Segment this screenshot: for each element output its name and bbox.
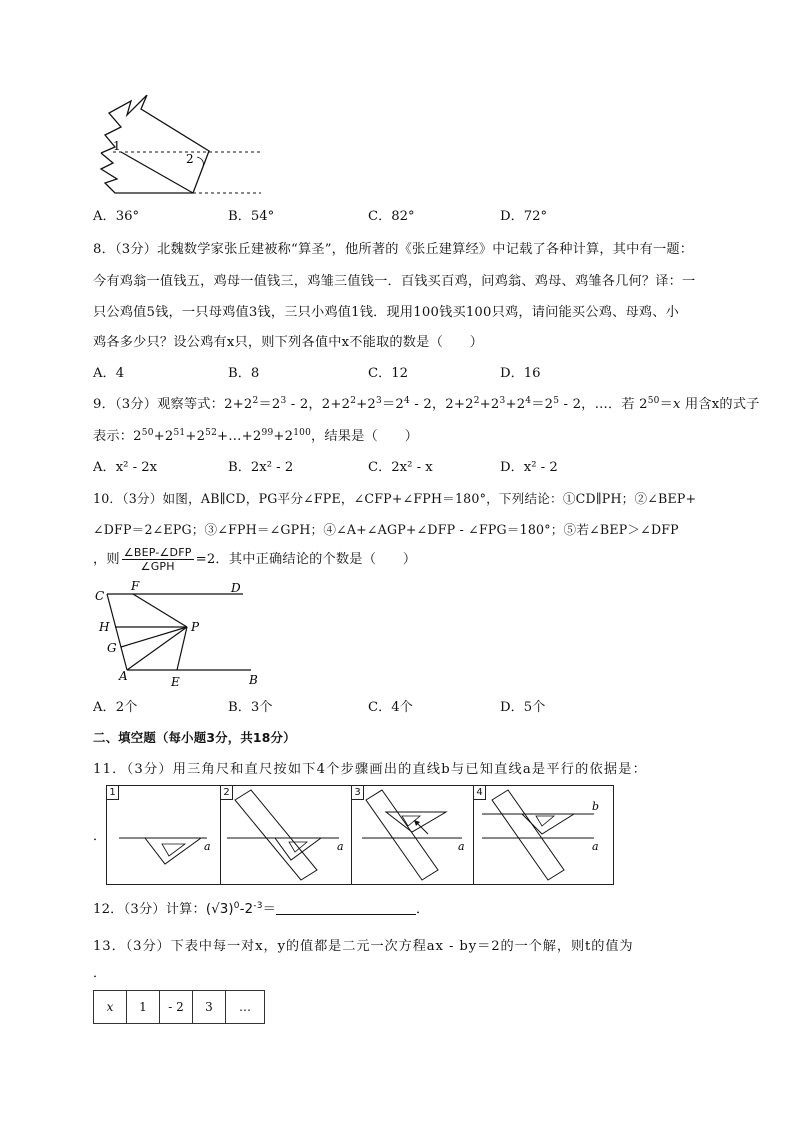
q10-line-2: ∠DFP＝2∠EPG；③∠FPH＝∠GPH；④∠A+∠AGP+∠DFP - ∠FPG＝180°；⑤若∠BEP＞∠DFP: [93, 522, 679, 537]
q11-p4-label-b: b: [592, 800, 600, 813]
q9-option-b[interactable]: B．2x² - 2: [228, 460, 294, 475]
q8-option-b[interactable]: B．8: [228, 366, 260, 381]
q10-line-1: 10．（3分）如图，AB∥CD，PG平分∠FPE，∠CFP+∠FPH＝180°，下列结论：①CD∥PH；②∠BEP+: [93, 491, 697, 506]
q11-panel-4-number: 4: [474, 786, 486, 800]
q9-line2-suffix: ，结果是（ ）: [311, 429, 419, 444]
q10-line-3: [93, 546, 416, 573]
q12-expression: $(√3)^0-2^{-3}$: [205, 901, 263, 917]
q8-line-1: 8．（3分）北魏数学家张丘建被称“算圣”，他所著的《张丘建算经》中记载了各种计算，其中有一题：: [93, 242, 694, 257]
q10-label-h: H: [99, 620, 110, 634]
q8-line-2: 今有鸡翁一值钱五，鸡母一值钱三，鸡雏三值钱一．百钱买百鸡，问鸡翁、鸡母、鸡雏各几何？译：一: [93, 274, 696, 289]
q9-option-c[interactable]: C．2x² - x: [368, 460, 433, 475]
q8-option-c[interactable]: C．12: [368, 366, 409, 381]
q11-p2-label-a: a: [337, 840, 344, 853]
q10-label-f: F: [131, 580, 140, 593]
q11-line-1: 11．（3分）用三角尺和直尺按如下4个步骤画出的直线b与已知直线a是平行的依据是：: [93, 762, 648, 777]
q13-cell-3: 3: [193, 991, 226, 1024]
q11-panel-1: [107, 786, 221, 884]
q13-cell-4: …: [226, 991, 265, 1024]
q11-p1-label-a: a: [204, 840, 211, 853]
q9-option-d[interactable]: D．x² - 2: [500, 460, 558, 475]
q11-panel-4: [474, 786, 613, 884]
q10-label-a: A: [119, 669, 128, 683]
q9-line2-prefix: 表示：: [93, 429, 134, 444]
q12-line: [93, 898, 429, 917]
q8-option-d[interactable]: D．16: [500, 366, 541, 381]
q13-table: [93, 990, 265, 1024]
q7-option-b[interactable]: B．54°: [228, 209, 275, 224]
q10-line3-prefix: ，则: [93, 552, 120, 567]
q7-option-d[interactable]: D．72°: [500, 209, 548, 224]
q10-label-e: E: [171, 675, 180, 689]
q10-option-b[interactable]: B．3个: [228, 700, 273, 715]
q11-panel-3: [352, 786, 474, 884]
q9-suffix: 用含x的式子: [685, 397, 760, 412]
q7-option-c[interactable]: C．82°: [368, 209, 415, 224]
q10-option-d[interactable]: D．5个: [500, 700, 546, 715]
q13-line-1: 13．（3分）下表中每一对x，y的值都是二元一次方程ax - by＝2的一个解，则t的值为: [93, 939, 634, 954]
q13-line-2: ．: [93, 966, 107, 981]
q9-equations: $2+2^2=2^3 - 2$，$2+2^2+2^3=2^4 - 2$，$2+2^2+2^3+2^4=2^5 - 2$，…．若 $2^{50}=x$: [224, 396, 681, 412]
q10-option-c[interactable]: C．4个: [368, 700, 413, 715]
q11-p3-label-a: a: [458, 840, 465, 853]
q12-end: ．: [416, 902, 430, 917]
q9-prefix: 9．（3分）观察等式：: [93, 397, 225, 412]
q8-line-3: 只公鸡值5钱，一只母鸡值3钱，三只小鸡值1钱．现用100钱买100只鸡，请问能买公鸡、母鸡、小: [93, 305, 680, 320]
q9-option-a[interactable]: A．x² - 2x: [93, 460, 158, 475]
q7-angle-arc-2: [197, 157, 203, 167]
q11-p4-label-a: a: [592, 840, 599, 853]
q11-p1-triangle: [145, 838, 201, 864]
q11-p2-ruler: [235, 790, 317, 880]
q12-suffix: ＝: [262, 902, 277, 917]
q10-line-fp: [133, 594, 187, 627]
q12-answer-blank[interactable]: [276, 902, 416, 915]
q10-label-c: C: [95, 589, 105, 603]
q13-cell-2: - 2: [160, 991, 193, 1024]
q8-line-4: 鸡各多少只？设公鸡有x只，则下列各值中x不能取的数是（ ）: [93, 335, 484, 350]
q13-cell-1: 1: [127, 991, 160, 1024]
q7-label-1: 1: [113, 139, 121, 153]
q11-panel-1-number: 1: [107, 786, 119, 800]
q7-label-2: 2: [186, 152, 194, 166]
q11-p4-triangle: [522, 814, 574, 834]
q10-option-a[interactable]: A．2个: [93, 700, 138, 715]
q11-steps-figure: [106, 785, 614, 885]
q11-panel-2-number: 2: [221, 786, 233, 800]
q11-p4-ruler: [492, 790, 564, 880]
table-row: [94, 991, 265, 1024]
section-2-title: 二、填空题（每小题3分，共18分）: [93, 730, 296, 745]
q11-p3-ruler: [366, 790, 438, 880]
q10-label-b: B: [249, 673, 258, 687]
q13-cell-x: x: [94, 991, 127, 1024]
q10-fraction: [122, 546, 194, 573]
q11-panel-3-number: 3: [352, 786, 364, 800]
q10-frac-numerator: ∠BEP-∠DFP: [123, 546, 192, 559]
q7-figure: [93, 95, 263, 197]
q11-p4-triangle-inner: [536, 816, 554, 826]
q10-label-d: D: [231, 581, 241, 595]
q8-option-a[interactable]: A．4: [93, 366, 125, 381]
q10-figure: [93, 580, 268, 692]
q9-line-1: [93, 393, 760, 412]
q7-strip-edge: [121, 152, 193, 193]
q12-prefix: 12．（3分）计算：: [93, 902, 206, 917]
q7-option-a[interactable]: A．36°: [93, 209, 140, 224]
q10-frac-denominator: ∠GPH: [140, 560, 175, 573]
q11-trailing-dot: ．: [93, 829, 107, 844]
q11-p1-triangle-inner: [162, 844, 185, 856]
q10-line-gp: [121, 627, 187, 647]
q10-label-g: G: [107, 641, 117, 655]
q10-line3-suffix: =2．其中正确结论的个数是（ ）: [195, 552, 417, 567]
q9-line-2: [93, 425, 418, 444]
q10-label-p: P: [191, 620, 200, 634]
q9-sum-expression: $2^{50}+2^{51}+2^{52}+\dots+2^{99}+2^{100}$: [133, 428, 311, 444]
q10-line-ca: [107, 594, 127, 670]
q11-panel-2: [221, 786, 352, 884]
